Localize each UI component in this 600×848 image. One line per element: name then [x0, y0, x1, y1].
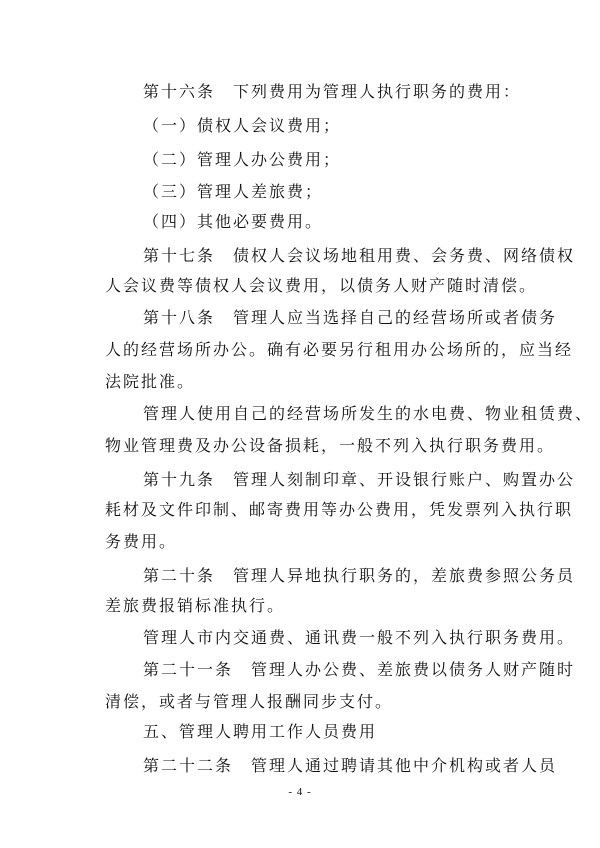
item-1-creditors-meeting: （一）债权人会议费用；: [143, 116, 342, 135]
item-3-travel-expenses: （三）管理人差旅费；: [143, 182, 324, 201]
page-number: - 4 -: [288, 786, 312, 798]
item-4-other-expenses: （四）其他必要费用。: [143, 212, 324, 231]
paragraph-own-premises-2: 物业管理费及办公设备损耗，一般不列入执行职务费用。: [105, 436, 556, 455]
paragraph-own-premises-1: 管理人使用自己的经营场所发生的水电费、物业租赁费、: [143, 404, 594, 423]
article-18-line-1: 第十八条 管理人应当选择自己的经营场所或者债务: [143, 308, 558, 327]
paragraph-local-transport: 管理人市内交通费、通讯费一般不列入执行职务费用。: [143, 628, 576, 647]
article-19-line-3: 务费用。: [105, 532, 178, 551]
article-22-line-1: 第二十二条 管理人通过聘请其他中介机构或者人员: [143, 756, 558, 775]
article-20-line-1: 第二十条 管理人异地执行职务的，差旅费参照公务员: [143, 566, 576, 585]
article-17-line-1: 第十七条 债权人会议场地租用费、会务费、网络债权: [143, 246, 576, 265]
section-5-heading: 五、管理人聘用工作人员费用: [143, 722, 378, 741]
article-19-line-1: 第十九条 管理人刻制印章、开设银行账户、购置办公: [143, 470, 576, 489]
article-21-line-2: 清偿，或者与管理人报酬同步支付。: [105, 692, 394, 711]
article-21-line-1: 第二十一条 管理人办公费、差旅费以债务人财产随时: [143, 660, 576, 679]
article-18-line-2: 人的经营场所办公。确有必要另行租用办公场所的，应当经: [105, 340, 574, 359]
article-16-heading: 第十六条 下列费用为管理人执行职务的费用：: [143, 82, 522, 101]
article-19-line-2: 耗材及文件印制、邮寄费用等办公费用，凭发票列入执行职: [105, 500, 574, 519]
article-17-line-2: 人会议费等债权人会议费用，以债务人财产随时清偿。: [105, 276, 538, 295]
article-18-line-3: 法院批准。: [105, 372, 196, 391]
item-2-office-expenses: （二）管理人办公费用；: [143, 150, 342, 169]
article-20-line-2: 差旅费报销标准执行。: [105, 596, 286, 615]
